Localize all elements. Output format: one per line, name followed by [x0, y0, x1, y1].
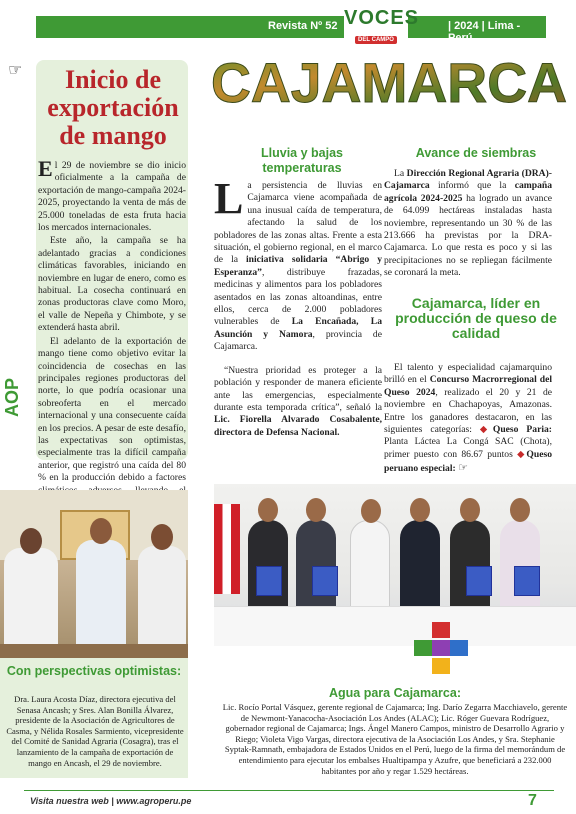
dropcap: L: [214, 174, 244, 223]
article-body-queso: El talento y especialidad cajamarquino brilló en el Concurso Macrorregional del Queso 2024, realizado el 20 y 21 de noviembre en Chachapoyas, Amazonas. Entre los ganadores destacaron, en las siguientes categorías: ◆Queso Paria: Planta Láctea La Congá SAC (Chota), primer puesto con 86.67 puntos ◆Queso peruano especial: ☞: [384, 362, 552, 475]
diamond-bullet-icon: ◆: [479, 424, 493, 436]
article-body-lluvia: La persistencia de lluvias en Cajamarca viene acompañada de una inusual caída de temperatura, afectando la salud de los pobladores de las zonas altas. Frente a esta situación, el gobierno regional, en el marco de la iniciativa solidaria “Abrigo y Esperanza”, distribuye frazadas, medicinas y alimentos para los pobladores asentados en las zonas altoandinas, entre ellos, cerca de 2.000 pobladores vulnerables de La Encañada, La Asunción y Namora, provincia de Cajamarca. “Nuestra prioridad es proteger a la población y responder de manera eficiente ante las emergencias, especialmente durante esta temporada crítica”, señaló la Lic. Fiorella Alvarado Cosabalente, directora de Defensa Nacional.: [214, 174, 382, 438]
header-bar: [36, 16, 546, 44]
magazine-issue: Revista Nº 52: [268, 20, 338, 32]
article-body-mango: El 29 de noviembre se dio inicio oficialmente a la campaña de exportación de mango-campaña 2024-2025, proyectando la venta de más de 25.000 toneladas de esta fruta hacia los mercados internacionales. Este año, la campaña se ha adelantado gracias a condiciones climáticas favorables, iniciando en noviembre en lugar de enero, como es habitual. La cosecha continuará en zonas productoras clave como Moro, el valle de Nepeña y Chimbote, y se extenderá hasta abril. El adelanto de la exportación de mango tiene como objetivo evitar la coincidencia de cosechas en las principales regiones productoras del norte, lo que podría ocasionar una sobreoferta en el mercado internacional y una consecuente caída en los precios. A pesar de este desafío, las expectativas son optimistas, especialmente tras la difícil campaña anterior, que registró una caída del 80 % en la producción debido a factores: [38, 160, 186, 523]
page-number: 7: [528, 792, 537, 809]
dropcap: E: [38, 156, 53, 181]
footer-divider: [24, 790, 554, 791]
article-title-queso: Cajamarca, líder en producción de queso de calidad: [395, 295, 557, 341]
aop-vertical-logo: AOP: [2, 378, 22, 418]
caption-text-agua: Lic. Rocío Portal Vásquez, gerente regional de Cajamarca; Ing. Darío Zegarra Macchiavelo, gerente de Newmont-Yanacocha-Asociación Los Andes (ALAC); Lic. Róger Guevara Rodríguez, gobernador regional de Cajamarca; Ings. Ángel Manero Campos, ministro de Desarrollo Agrario y Riego; Violeta Vigo Vargas, directora ejecutiva de la Asociación Los Andes, y Sra. Stephanie Syptak-Ramnath, embajadora de Estados Unidos en el Perú, luego de la firma del memorándum de entendimiento para ejecutar los embalses Hualtipampa y Azufre, que beneficiará a 232.000 habitantes por año y regar 1.529 hectáreas.: [222, 702, 568, 776]
caption-text-optimistas: Dra. Laura Acosta Díaz, directora ejecutiva del Senasa Ancash; y Sres. Alan Bonilla Álvarez, presidente de la Asociación de Agricultores de Casma, y Nélida Rosales Sarmiento, vicepresidente del Comité de Sanidad Agraria (Cosagra), tras el lanzamiento de la campaña de exportación de mango en Ancash, el 29 de noviembre.: [6, 694, 184, 768]
article-body-avance: La Dirección Regional Agraria (DRA)- Cajamarca informó que la campaña agrícola 2024-2025 ha logrado un avance de 64.099 hectáreas instaladas hasta noviembre, representando un 30 % de las 213.666 ha previstas por la DRA-Cajamarca. Lo que resta es poco y si las precipitaciones no se repliegan fácilmente se coronará la meta.: [384, 168, 552, 279]
cajamarca-banner: [208, 52, 570, 110]
article-title-lluvia: Lluvia y bajas temperaturas: [261, 146, 343, 175]
caption-title-agua: Agua para Cajamarca:: [328, 686, 461, 700]
embalse-logo: [412, 620, 470, 676]
pointing-hand-icon: ☞: [458, 461, 468, 475]
photo-mango-launch: [0, 490, 188, 658]
photo-agreement-signing: [214, 484, 576, 646]
voces-del-campo-logo: VOCES DEL CAMPO: [344, 7, 420, 43]
cajamarca-banner-text: CAJAMARCA: [211, 52, 567, 110]
footer-website[interactable]: Visita nuestra web | www.agroperu.pe: [30, 796, 192, 806]
article-title-mango: Inicio de exportación de mango: [47, 65, 179, 150]
diamond-bullet-icon: ◆: [517, 448, 527, 460]
article-title-avance: Avance de siembras: [415, 146, 537, 160]
peru-flag: [214, 504, 240, 594]
caption-title-optimistas: Con perspectivas optimistas:: [6, 664, 182, 678]
pointing-hand-icon: ☞: [8, 60, 23, 79]
issue-date-location: | 2024 | Lima - Perú: [448, 20, 521, 44]
